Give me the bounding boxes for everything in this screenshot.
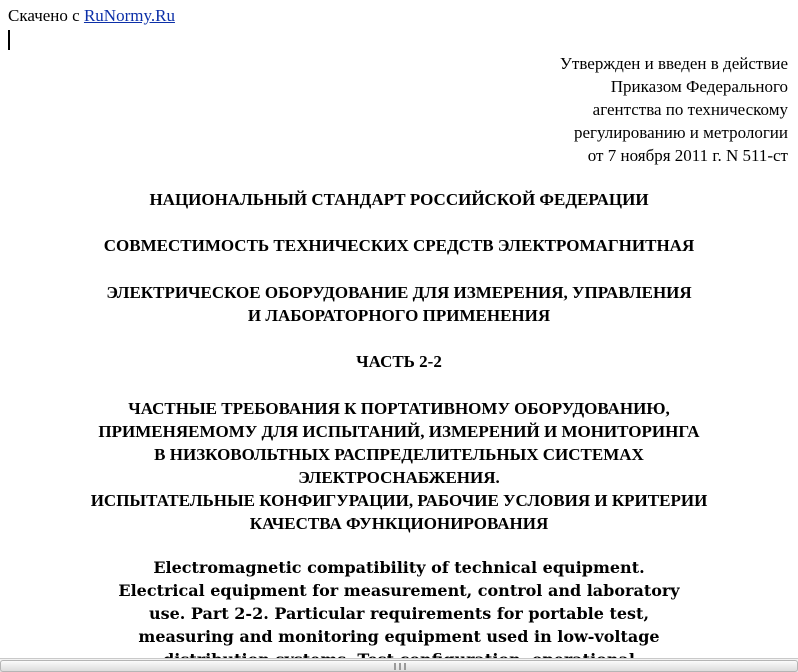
approval-line: Утвержден и введен в действие xyxy=(559,54,788,73)
approval-line: от 7 ноября 2011 г. N 511-ст xyxy=(587,146,788,165)
scrollbar-thumb[interactable] xyxy=(0,660,798,672)
national-standard-heading xyxy=(0,188,798,211)
heading-line: НАЦИОНАЛЬНЫЙ СТАНДАРТ РОССИЙСКОЙ ФЕДЕРАЦИИ xyxy=(149,190,649,209)
english-title-line: measuring and monitoring equipment used in low-voltage xyxy=(138,627,660,646)
approval-line: агентства по техническому xyxy=(592,100,788,119)
heading-line: ЭЛЕКТРИЧЕСКОЕ ОБОРУДОВАНИЕ ДЛЯ ИЗМЕРЕНИЯ, УПРАВЛЕНИЯ xyxy=(106,283,692,302)
heading-line: ЧАСТНЫЕ ТРЕБОВАНИЯ К ПОРТАТИВНОМУ ОБОРУДОВАНИЮ, xyxy=(128,399,670,418)
approval-line: Приказом Федерального xyxy=(610,77,788,96)
horizontal-scrollbar[interactable] xyxy=(0,658,798,672)
heading-line: ИСПЫТАТЕЛЬНЫЕ КОНФИГУРАЦИИ, РАБОЧИЕ УСЛОВИЯ И КРИТЕРИИ xyxy=(90,491,708,510)
heading-line: КАЧЕСТВА ФУНКЦИОНИРОВАНИЯ xyxy=(249,514,549,533)
source-line xyxy=(8,6,175,26)
heading-line: ЭЛЕКТРОСНАБЖЕНИЯ. xyxy=(298,468,500,487)
part-heading xyxy=(0,350,798,373)
equipment-heading xyxy=(0,281,798,327)
heading-line: В НИЗКОВОЛЬТНЫХ РАСПРЕДЕЛИТЕЛЬНЫХ СИСТЕМАХ xyxy=(154,445,644,464)
heading-line: ПРИМЕНЯЕМОМУ ДЛЯ ИСПЫТАНИЙ, ИЗМЕРЕНИЙ И МОНИТОРИНГА xyxy=(98,422,700,441)
runormy-link[interactable]: RuNormy.Ru xyxy=(83,6,175,25)
heading-line: И ЛАБОРАТОРНОГО ПРИМЕНЕНИЯ xyxy=(247,306,551,325)
scroll-grip-icon xyxy=(394,663,406,670)
source-prefix: Скачено с xyxy=(8,6,80,25)
heading-line: СОВМЕСТИМОСТЬ ТЕХНИЧЕСКИХ СРЕДСТВ ЭЛЕКТРОМАГНИТНАЯ xyxy=(103,236,695,255)
english-title-line: Electrical equipment for measurement, control and laboratory xyxy=(118,581,680,600)
approval-line: регулированию и метрологии xyxy=(573,123,788,142)
english-title-line: use. Part 2-2. Particular requirements for portable test, xyxy=(148,604,650,623)
approval-block xyxy=(560,52,788,167)
heading-line: ЧАСТЬ 2-2 xyxy=(356,352,442,371)
english-title xyxy=(0,556,798,671)
english-title-line: Electromagnetic compatibility of technical equipment. xyxy=(153,558,645,577)
requirements-heading xyxy=(0,397,798,535)
text-cursor xyxy=(8,30,10,50)
compatibility-heading xyxy=(0,234,798,257)
